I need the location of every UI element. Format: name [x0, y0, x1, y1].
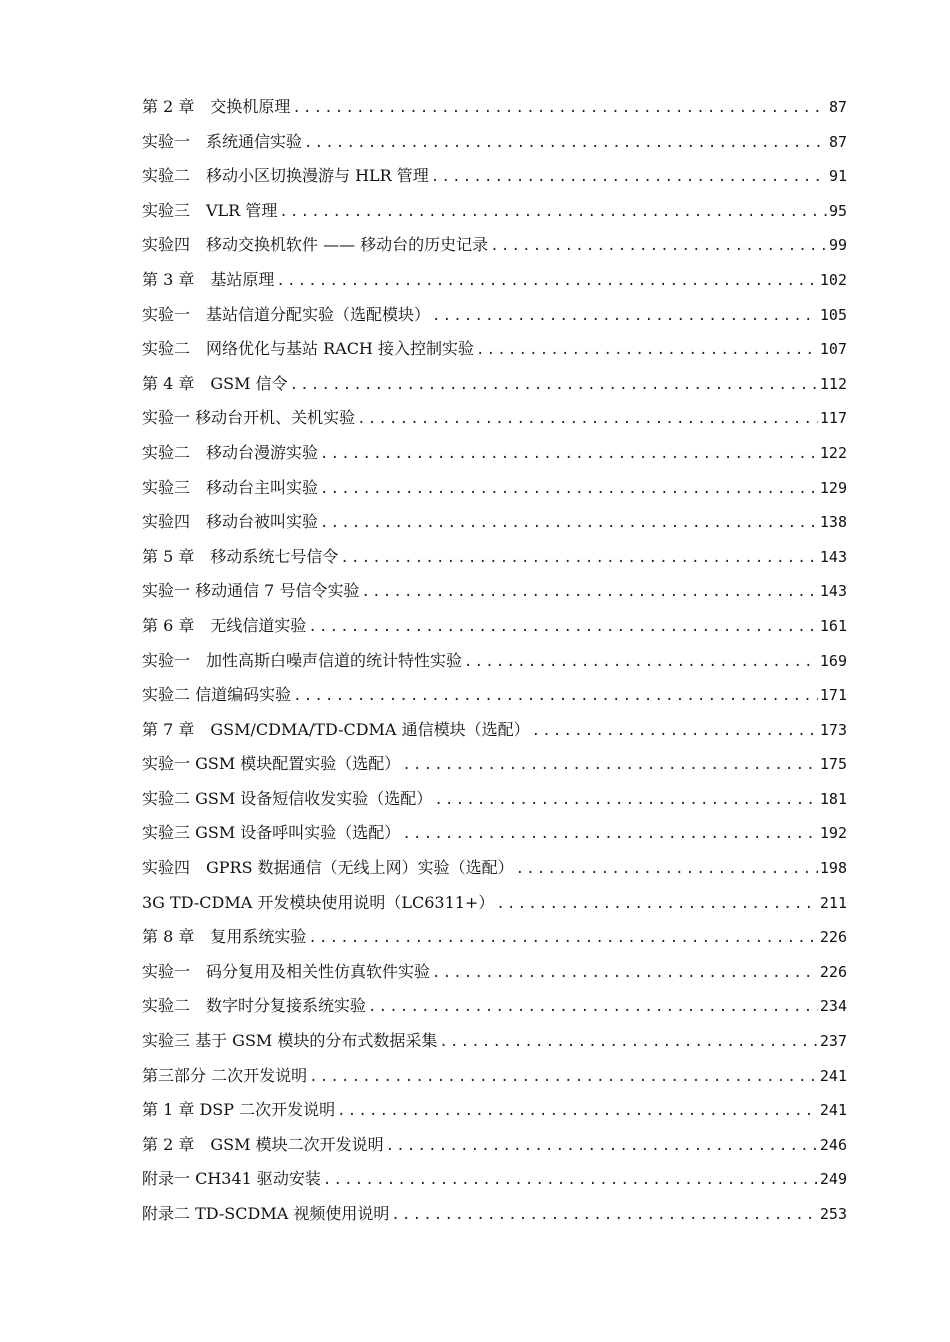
toc-entry[interactable]: [142, 263, 847, 298]
toc-entry-page: 122: [819, 443, 847, 462]
toc-leader-dots: [337, 1094, 818, 1129]
toc-entry-title: 第 8 章 复用系统实验: [142, 927, 307, 947]
toc-entry-page: 241: [819, 1066, 847, 1085]
toc-entry-page: 226: [819, 962, 847, 981]
toc-entry[interactable]: [142, 159, 847, 194]
toc-entry[interactable]: [142, 851, 847, 886]
toc-entry-title: 附录一 CH341 驱动安装: [142, 1169, 321, 1189]
toc-entry-title: 第三部分 二次开发说明: [142, 1065, 308, 1085]
toc-leader-dots: [431, 160, 827, 195]
toc-entry-page: 117: [819, 409, 847, 428]
toc-entry-title: 实验一 移动通信 7 号信令实验: [142, 581, 360, 601]
toc-entry-title: 第 5 章 移动系统七号信令: [142, 546, 339, 566]
toc-entry[interactable]: [142, 678, 847, 713]
toc-entry-page: 91: [828, 167, 847, 186]
toc-leader-dots: [490, 229, 827, 264]
toc-entry[interactable]: [142, 228, 847, 263]
toc-entry-page: 143: [819, 582, 847, 601]
toc-entry[interactable]: [142, 955, 847, 990]
toc-entry[interactable]: [142, 367, 847, 402]
toc-entry-page: 226: [819, 928, 847, 947]
toc-entry-title: 实验三 VLR 管理: [142, 200, 278, 220]
toc-entry[interactable]: [142, 713, 847, 748]
toc-leader-dots: [516, 852, 818, 887]
toc-entry[interactable]: [142, 436, 847, 471]
toc-leader-dots: [532, 714, 818, 749]
toc-entry-page: 102: [819, 270, 847, 289]
toc-entry-title: 实验一 基站信道分配实验（选配模块）: [142, 304, 431, 324]
toc-entry[interactable]: [142, 1024, 847, 1059]
toc-entry-title: 实验一 GSM 模块配置实验（选配）: [142, 754, 401, 774]
toc-leader-dots: [391, 1198, 818, 1233]
toc-entry-page: 99: [828, 236, 847, 255]
toc-entry-title: 附录二 TD-SCDMA 视频使用说明: [142, 1204, 390, 1223]
toc-entry-title: 实验二 移动小区切换漫游与 HLR 管理: [142, 166, 429, 186]
toc-leader-dots: [320, 506, 818, 541]
toc-leader-dots: [439, 1025, 818, 1060]
toc-entry-title: 第 2 章 交换机原理: [142, 97, 291, 116]
toc-entry-title: 第 4 章 GSM 信令: [142, 373, 288, 393]
toc-leader-dots: [320, 437, 818, 472]
toc-entry-title: 实验二 信道编码实验: [142, 685, 292, 705]
toc-entry-page: 237: [819, 1032, 847, 1051]
toc-leader-dots: [293, 679, 818, 714]
toc-leader-dots: [432, 299, 818, 334]
toc-entry[interactable]: [142, 401, 847, 436]
toc-entry[interactable]: [142, 1128, 847, 1163]
toc-leader-dots: [290, 368, 818, 403]
toc-entry-page: 253: [819, 1205, 847, 1223]
toc-leader-dots: [464, 645, 818, 680]
toc-entry-page: 211: [819, 893, 847, 912]
toc-entry-page: 181: [819, 789, 847, 808]
toc-entry-title: 第 7 章 GSM/CDMA/TD-CDMA 通信模块（选配）: [142, 719, 530, 739]
toc-leader-dots: [340, 541, 818, 576]
toc-entry-title: 实验四 移动台被叫实验: [142, 512, 319, 532]
toc-leader-dots: [276, 264, 818, 299]
toc-leader-dots: [361, 575, 817, 610]
toc-entry-title: 实验一 移动台开机、关机实验: [142, 408, 356, 428]
toc-entry-title: 实验二 网络优化与基站 RACH 接入控制实验: [142, 339, 474, 359]
toc-entry-page: 129: [819, 478, 847, 497]
toc-entry[interactable]: [142, 747, 847, 782]
toc-entry-title: 第 6 章 无线信道实验: [142, 615, 307, 635]
toc-entry-page: 169: [819, 651, 847, 670]
toc-leader-dots: [386, 1129, 818, 1164]
toc-entry-page: 161: [819, 616, 847, 635]
toc-entry[interactable]: [142, 1059, 847, 1094]
toc-entry-page: 246: [819, 1135, 847, 1154]
toc-entry[interactable]: [142, 471, 847, 506]
toc-entry-page: 234: [819, 997, 847, 1016]
table-of-contents: [142, 90, 847, 1232]
toc-leader-dots: [308, 921, 818, 956]
toc-entry-page: 87: [828, 98, 847, 116]
toc-entry-title: 实验二 数字时分复接系统实验: [142, 996, 367, 1016]
toc-entry[interactable]: [142, 886, 847, 921]
toc-entry[interactable]: [142, 125, 847, 160]
toc-entry-title: 实验四 移动交换机软件 —— 移动台的历史记录: [142, 235, 489, 255]
toc-leader-dots: [368, 990, 818, 1025]
toc-entry[interactable]: [142, 332, 847, 367]
toc-leader-dots: [357, 402, 818, 437]
toc-entry-page: 173: [819, 720, 847, 739]
toc-entry[interactable]: [142, 1093, 847, 1128]
toc-entry-title: 第 2 章 GSM 模块二次开发说明: [142, 1134, 384, 1154]
toc-entry-page: 171: [819, 686, 847, 705]
toc-entry-page: 175: [819, 755, 847, 774]
toc-entry-title: 实验一 系统通信实验: [142, 131, 303, 151]
toc-entry-page: 143: [819, 547, 847, 566]
toc-leader-dots: [402, 748, 818, 783]
toc-entry-page: 87: [828, 132, 847, 151]
toc-leader-dots: [434, 783, 818, 818]
toc-leader-dots: [402, 817, 818, 852]
toc-entry[interactable]: [142, 505, 847, 540]
toc-entry[interactable]: [142, 989, 847, 1024]
toc-entry-title: 实验二 GSM 设备短信收发实验（选配）: [142, 788, 433, 808]
toc-entry[interactable]: [142, 1197, 847, 1232]
toc-entry-title: 实验一 码分复用及相关性仿真软件实验: [142, 961, 431, 981]
toc-entry[interactable]: [142, 782, 847, 817]
toc-entry[interactable]: [142, 920, 847, 955]
toc-entry[interactable]: [142, 90, 847, 125]
toc-leader-dots: [304, 126, 827, 161]
toc-entry[interactable]: [142, 298, 847, 333]
toc-leader-dots: [323, 1163, 818, 1198]
toc-entry-page: 241: [819, 1101, 847, 1120]
toc-leader-dots: [292, 91, 827, 126]
toc-leader-dots: [432, 956, 818, 991]
toc-entry-title: 第 3 章 基站原理: [142, 269, 275, 289]
toc-entry-page: 105: [819, 305, 847, 324]
toc-entry-title: 实验一 加性高斯白噪声信道的统计特性实验: [142, 650, 463, 670]
toc-entry-title: 实验三 GSM 设备呼叫实验（选配）: [142, 823, 401, 843]
toc-entry[interactable]: [142, 1162, 847, 1197]
toc-entry[interactable]: [142, 540, 847, 575]
toc-entry-page: 138: [819, 513, 847, 532]
toc-entry-title: 第 1 章 DSP 二次开发说明: [142, 1100, 336, 1120]
toc-entry-page: 95: [828, 201, 847, 220]
toc-entry-page: 192: [819, 824, 847, 843]
toc-entry[interactable]: [142, 194, 847, 229]
toc-entry-title: 实验三 移动台主叫实验: [142, 477, 319, 497]
toc-entry-title: 实验三 基于 GSM 模块的分布式数据采集: [142, 1031, 438, 1051]
toc-entry-page: 198: [819, 859, 847, 878]
toc-entry-title: 3G TD-CDMA 开发模块使用说明（LC6311+）: [142, 892, 495, 912]
toc-entry-page: 112: [819, 374, 847, 393]
toc-entry-page: 249: [819, 1170, 847, 1189]
toc-entry[interactable]: [142, 644, 847, 679]
toc-entry[interactable]: [142, 609, 847, 644]
toc-leader-dots: [309, 1060, 818, 1095]
toc-leader-dots: [476, 333, 818, 368]
toc-leader-dots: [279, 195, 827, 230]
toc-leader-dots: [496, 887, 818, 922]
toc-entry[interactable]: [142, 816, 847, 851]
toc-leader-dots: [320, 472, 818, 507]
toc-entry-page: 107: [819, 340, 847, 359]
toc-entry[interactable]: [142, 574, 847, 609]
toc-entry-title: 实验二 移动台漫游实验: [142, 442, 319, 462]
toc-entry-title: 实验四 GPRS 数据通信（无线上网）实验（选配）: [142, 858, 514, 878]
toc-leader-dots: [308, 610, 818, 645]
